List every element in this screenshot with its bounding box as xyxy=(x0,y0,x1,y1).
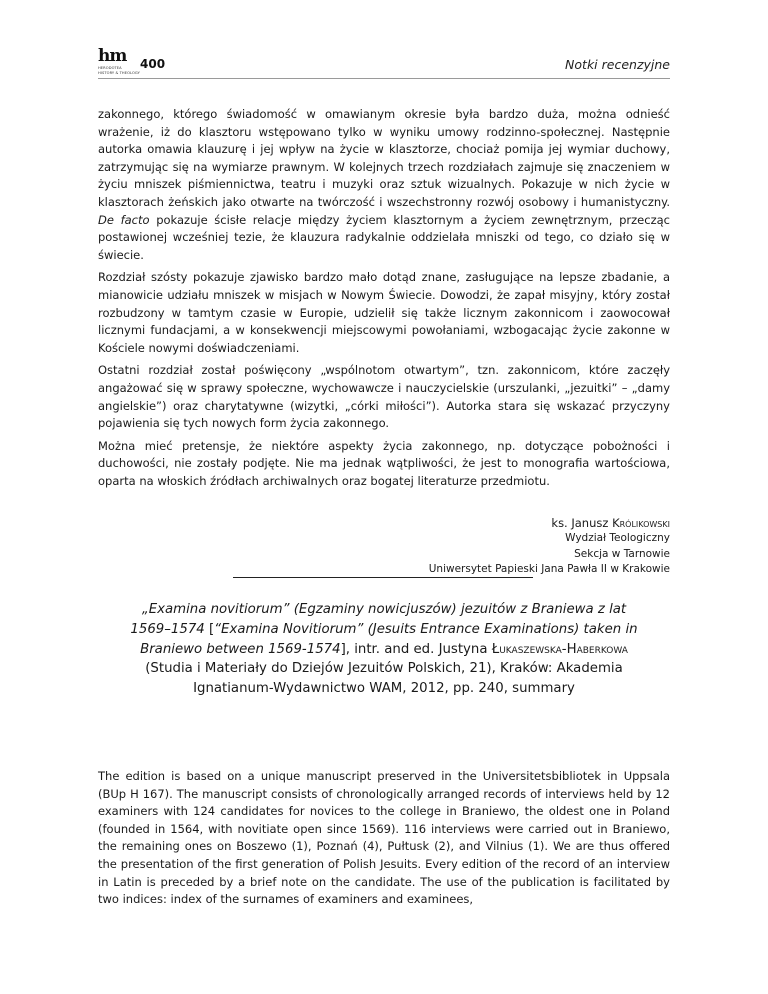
review-body xyxy=(98,106,670,495)
paragraph-1-text: zakonnego, którego świadomość w omawianym okresie była bardzo duża, można odnieść wrażenie, iż do klasztoru wstępowano tylko w wyniku umowy rodzinno-społecznej. Następnie autorka omawia klauzurę i jej wpływ na życie w klasztorze, chociaż pomija jej wymiar duchowy, zatrzymując się na wymiarze prawnym. W kolejnych trzech rozdziałach zajmuje się znaczeniem w życiu mniszek piśmiennictwa, teatru i muzyki oraz sztuk wizualnych. Pokazuje w nich życie w klasztorach żeńskich jako otwarte na twórczość i wszechstronny rozwój osobowy i humanistyczny. xyxy=(98,107,670,209)
header-rule xyxy=(98,78,670,79)
bracket-open: [ xyxy=(204,621,215,637)
reviewer-signature xyxy=(429,515,670,578)
paragraph-2: Rozdział szósty pokazuje zjawisko bardzo mało dotąd znane, zasługujące na lepsze zbadanie, a mianowicie udziału mniszek w misjach w Nowym Świecie. Dowodzi, że zapał misyjny, który został rozbudzony w tamtym czasie w Europie, udzielił się także licznym zakonnicom i zaowocował licznymi fundacjami, a w konsekwencji miejscowymi powołaniami, wzbogacając życie zakonne w Kościele nowymi doświadczeniami. xyxy=(98,270,670,355)
series-info: (Studia i Materiały do Dziejów Jezuitów Polskich, 21), Kraków: Akademia Ignatianum-Wydawnictwo WAM, 2012, pp. 240, summary xyxy=(145,661,623,697)
section-divider xyxy=(233,577,533,578)
book-title-english: “Examina Novitiorum” (Jesuits Entrance Examinations) taken in Braniewo between 1569-1574 xyxy=(140,621,638,657)
reviewer-affiliation-3: Uniwersytet Papieski Jana Pawła II w Krakowie xyxy=(428,563,670,575)
page-header xyxy=(98,46,670,86)
paragraph-1-tail: pokazuje ścisłe relacje między życiem klasztornym a życiem zewnętrznym, przecząc postawionej wcześniej tezie, że klauzura radykalnie oddzielała mniszki od tego, co działo się w świecie. xyxy=(98,212,670,262)
paragraph-1-italic: De facto xyxy=(98,212,150,227)
second-review-body xyxy=(98,768,670,909)
running-head: Notki recenzyjne xyxy=(565,57,670,72)
review-paragraph: The edition is based on a unique manuscript preserved in the Universitetsbibliotek in Uppsala (BUp H 167). The manuscript consists of chronologically arranged records of interviews held by 12 examiners with 124 candidates for novices to the college in Braniewo, the oldest one in Poland (founded in 1564, with novitiate open since 1569). 116 interviews were carried out in Braniewo, the remaining ones on Boszewo (1), Poznań (4), Pułtusk (2), and Vilnius (1). We are thus offered the presentation of the first generation of Polish Jesuits. Every edition of the record of an interview in Latin is preceded by a brief note on the candidate. The use of the publication is facilitated by two indices: index of the surnames of examiners and examinees, xyxy=(98,769,670,907)
bracket-close: ], intr. and ed. Justyna xyxy=(340,641,492,657)
book-title-polish: „Examina novitiorum” (Egzaminy nowicjuszów) jezuitów z Braniewa z lat 1569–1574 xyxy=(130,602,627,637)
paragraph-1 xyxy=(98,106,670,264)
reviewed-book-title xyxy=(120,600,648,699)
reviewer-name-last: Królikowski xyxy=(612,516,670,530)
editor-surname: Łukaszewska-Haberkowa xyxy=(491,641,628,657)
paragraph-3: Ostatni rozdział został poświęcony „wspólnotom otwartym”, tzn. zakonnicom, które zaczęły angażować się w sprawy społeczne, wychowawcze i nauczycielskie (urszulanki, „jezuitki” – „damy angielskie”) oraz charytatywne (wizytki, „córki miłości”). Autorka stara się wskazać przyczyny pojawienia się tych nowych form życia zakonnego. xyxy=(98,363,670,431)
logo-subtitle-2: HISTORY & THEOLOGY xyxy=(98,71,140,75)
logo-subtitle-1: HERODOTEA xyxy=(98,66,122,70)
reviewer-affiliation-1: Wydział Teologiczny xyxy=(565,532,670,544)
logo-mark: hm xyxy=(98,46,127,66)
reviewer-name xyxy=(429,515,670,531)
reviewer-name-first: ks. Janusz xyxy=(551,516,613,530)
page-number: 400 xyxy=(140,57,166,71)
paragraph-4: Można mieć pretensje, że niektóre aspekty życia zakonnego, np. dotyczące pobożności i duchowości, nie zostały podjęte. Nie ma jednak wątpliwości, że jest to monografia wartościowa, oparta na włoskich źródłach archiwalnych oraz bogatej literaturze przedmiotu. xyxy=(98,438,670,488)
reviewer-affiliation-2: Sekcja w Tarnowie xyxy=(574,547,670,560)
journal-logo xyxy=(98,46,140,76)
